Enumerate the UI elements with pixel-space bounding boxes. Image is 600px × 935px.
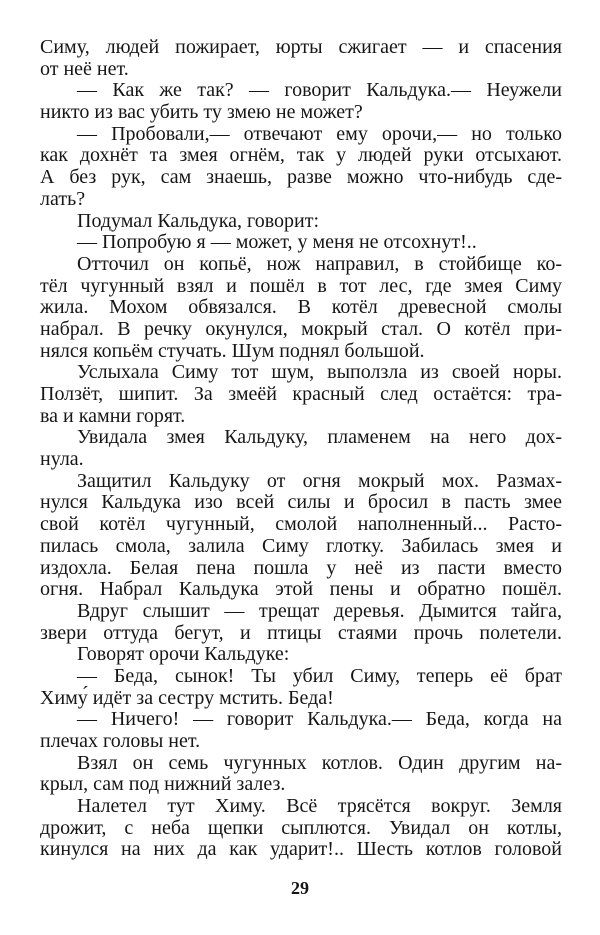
- text-line: свой котёл чугунный, смолой наполненный... Расто-: [40, 513, 562, 536]
- text-line: Химу́ идёт за сестру мстить. Беда!: [40, 686, 334, 709]
- text-line: огня. Набрал Кальдука этой пены и обратно пошёл.: [40, 578, 562, 601]
- text-line: звери оттуда бегут, и птицы стаями прочь полетели.: [40, 621, 562, 644]
- text-line: нула.: [40, 448, 84, 471]
- text-line: пилась смола, залила Симу глотку. Забилась змея и: [40, 534, 562, 557]
- text-line: кинулся на них да как ударит!.. Шесть котлов головой: [40, 838, 562, 861]
- text-line: Защитил Кальдуку от огня мокрый мох. Размах-: [77, 469, 562, 492]
- text-line: нялся копьём стучать. Шум поднял большой.: [40, 339, 425, 362]
- page-number: 29: [291, 878, 309, 898]
- text-line: от неё нет.: [40, 57, 129, 80]
- text-line: Вдруг слышит — трещат деревья. Дымится тайга,: [77, 599, 562, 622]
- text-line: Увидала змея Кальдуку, пламенем на него дох-: [77, 426, 562, 449]
- text-line: Симу, людей пожирает, юрты сжигает — и спасения: [40, 36, 562, 58]
- text-line: Ползёт, шипит. За змеёй красный след остаётся: тра-: [40, 383, 562, 405]
- text-line: Говорят орочи Кальдуке:: [77, 643, 290, 666]
- text-line: — Как же так? — говорит Кальдука.— Неужели: [77, 79, 562, 102]
- text-line: крыл, сам под нижний залез.: [40, 773, 286, 796]
- text-line: набрал. В речку окунулся, мокрый стал. О котёл при-: [40, 317, 562, 340]
- text-line: Налетел тут Химу. Всё трясётся вокруг. Земля: [77, 795, 562, 818]
- text-line: ва и камни горят.: [40, 404, 186, 427]
- text-line: Услыхала Симу тот шум, выползла из своей норы.: [77, 361, 562, 384]
- text-line: — Попробую я — может, у меня не отсохнут!..: [77, 231, 477, 254]
- text-line: Взял он семь чугунных котлов. Один другим на-: [77, 751, 562, 774]
- text-line: плечах головы нет.: [40, 730, 201, 752]
- text-line: дрожит, с неба щепки сыплются. Увидал он котлы,: [40, 816, 562, 839]
- text-line: А без рук, сам знаешь, разве можно что-нибудь сде-: [40, 166, 562, 189]
- text-line: Отточил он копьё, нож направил, в стойбище ко-: [77, 252, 562, 275]
- text-line: жила. Мохом обвязался. В котёл древесной смолы: [40, 296, 562, 319]
- text-line: — Беда, сынок! Ты убил Симу, теперь её брат: [77, 664, 562, 687]
- text-line: как дохнёт та змея огнём, так у людей руки отсыхают.: [40, 144, 562, 167]
- text-line: — Ничего! — говорит Кальдука.— Беда, когда на: [77, 708, 562, 731]
- page-body-text: [40, 37, 562, 861]
- text-line: тёл чугунный взял и пошёл в тот лес, где змея Симу: [40, 274, 562, 297]
- text-line: — Пробовали,— отвечают ему орочи,— но только: [77, 122, 562, 145]
- text-line: лать?: [40, 187, 86, 210]
- text-line: Подумал Кальдука, говорит:: [77, 209, 320, 232]
- text-line: никто из вас убить ту змею не может?: [40, 101, 363, 124]
- text-line: нулся Кальдука изо всей силы и бросил в пасть змее: [40, 491, 562, 514]
- text-line: издохла. Белая пена пошла у неё из пасти вместо: [40, 556, 562, 579]
